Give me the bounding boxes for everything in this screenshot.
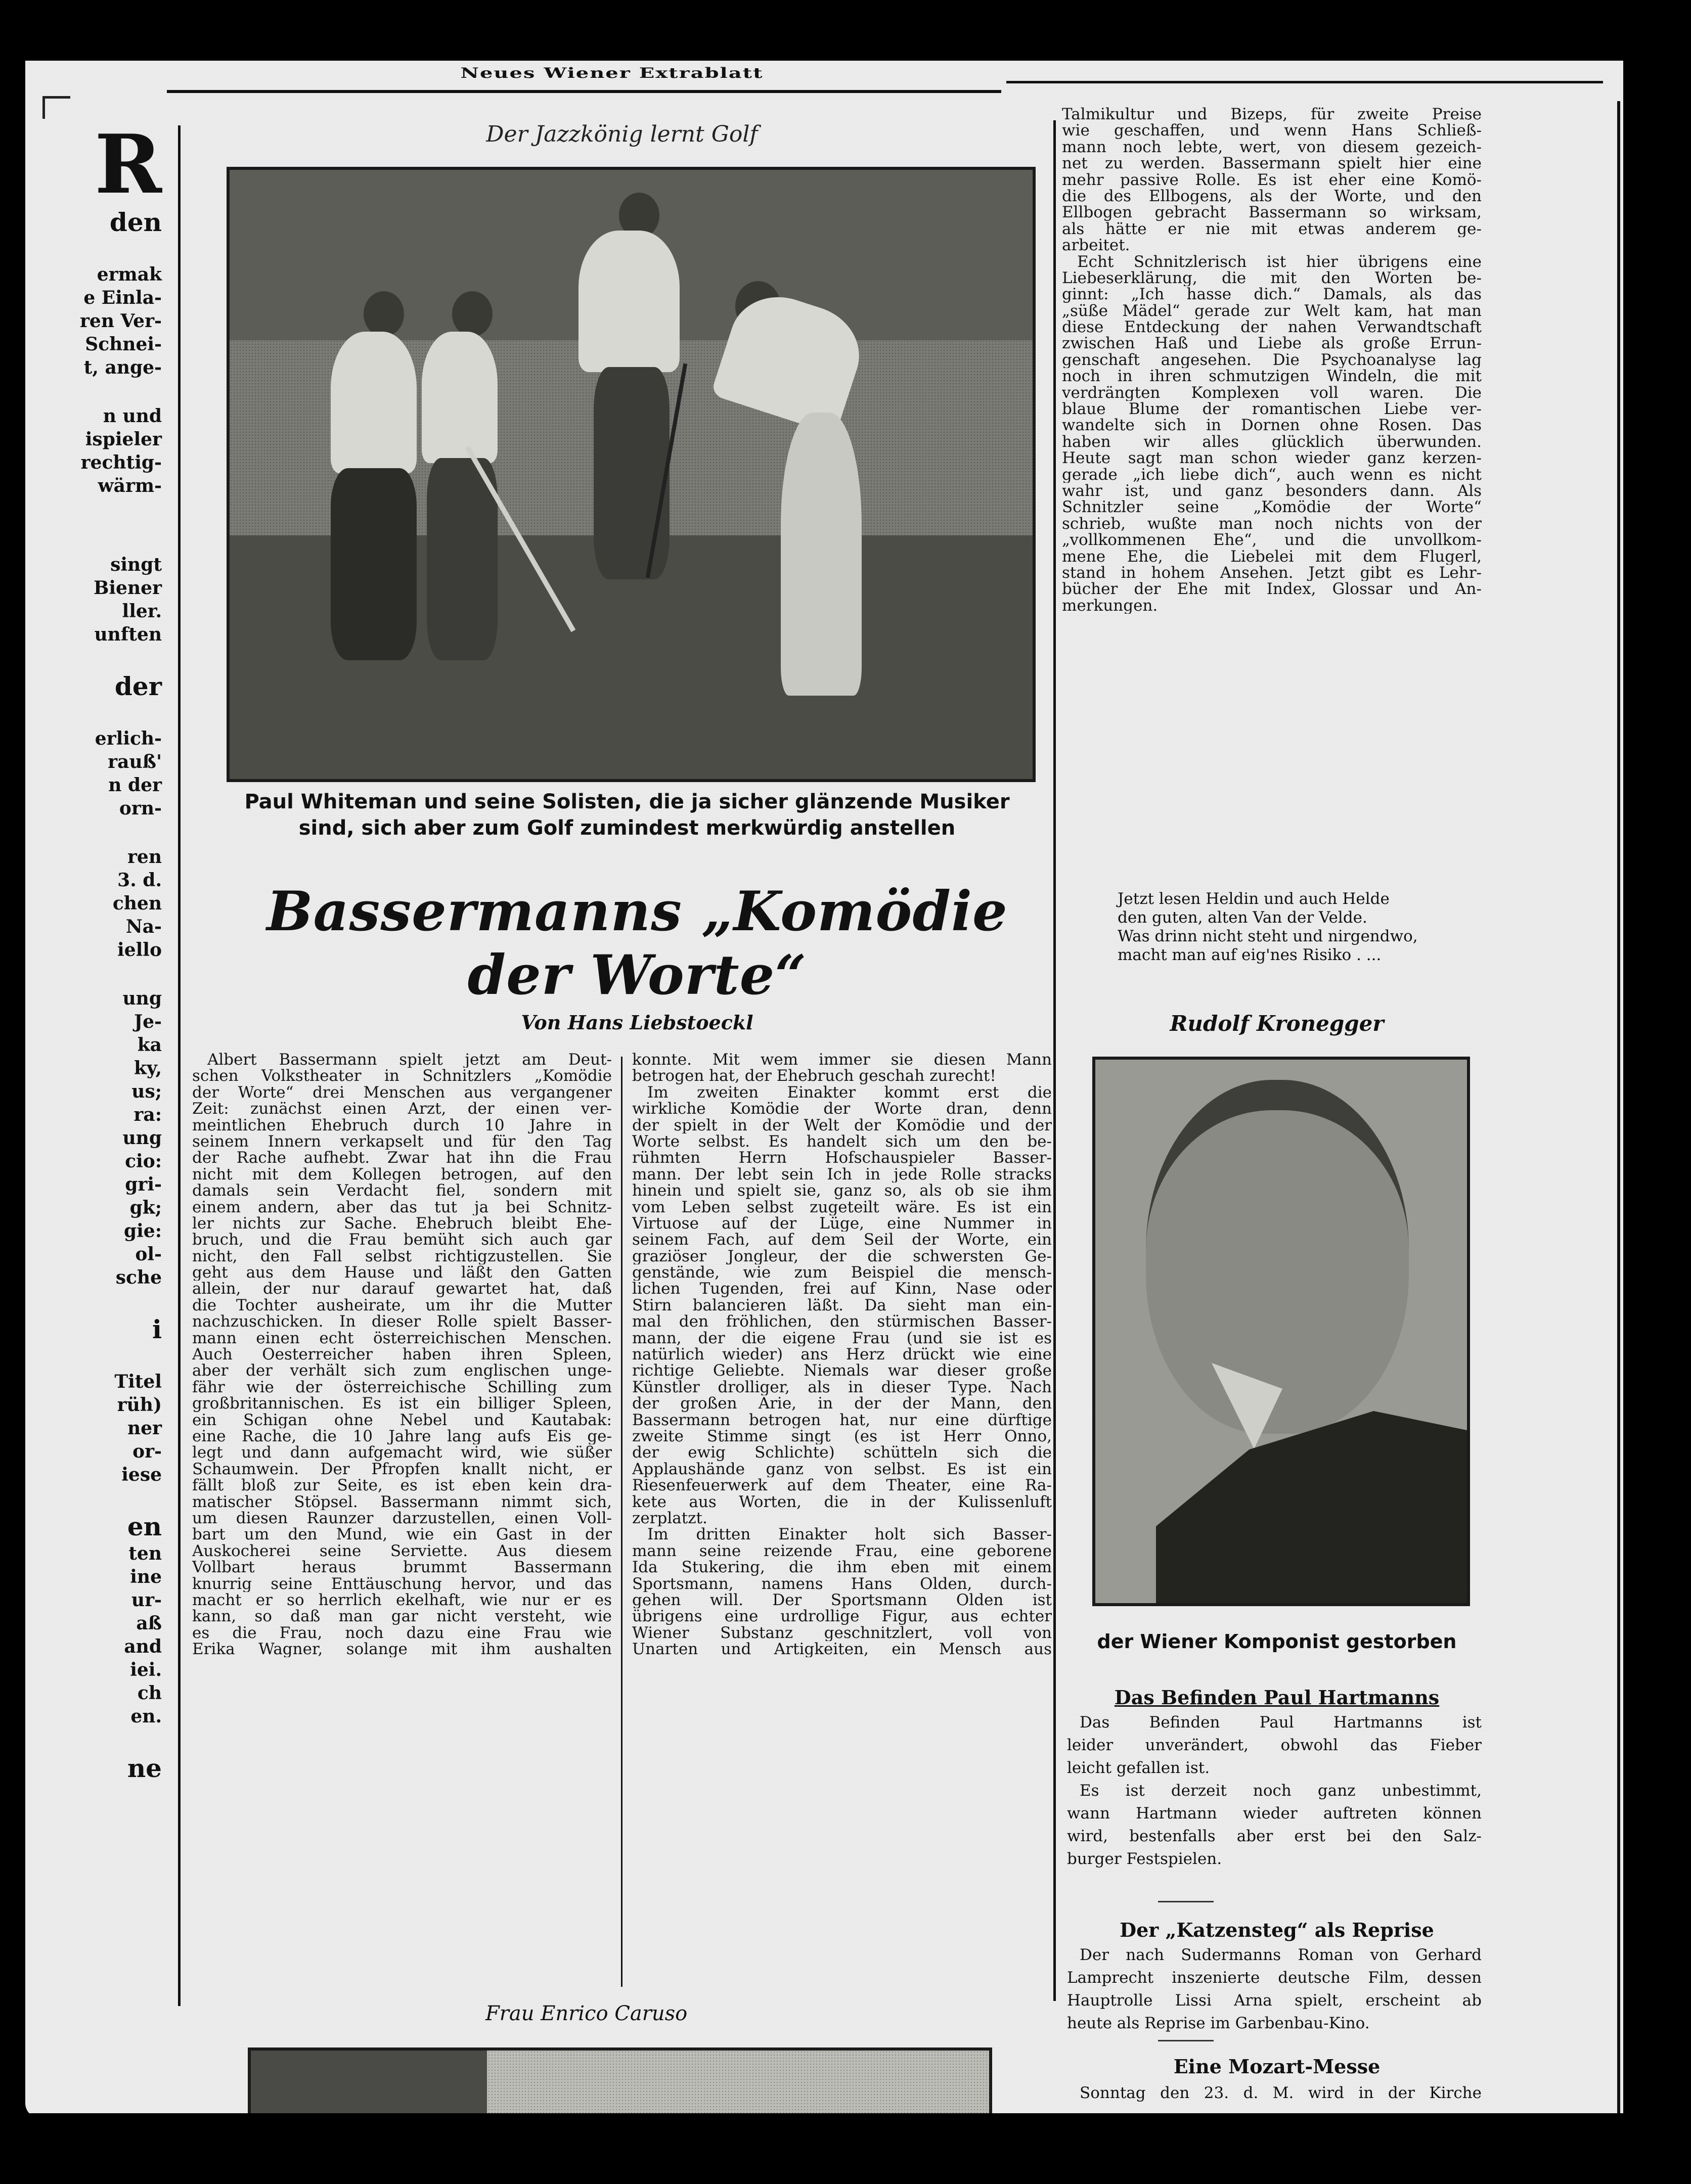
article-line: die Tochter ausheirate, um ihr die Mutter xyxy=(192,1297,612,1314)
article-line: genstände, wie zum Beispiel die mensch- xyxy=(632,1264,1052,1281)
strip-text: rechtig- xyxy=(80,452,162,473)
strip-text: or- xyxy=(132,1441,162,1462)
poem-line: Was drinn nicht steht und nirgendwo, xyxy=(1118,927,1418,945)
headline-line: der Worte“ xyxy=(467,943,807,1007)
article-line: wirkliche Komödie der Worte dran, denn xyxy=(632,1101,1052,1117)
strip-text: chen xyxy=(112,893,162,914)
article-line: mehr passive Rolle. Es ist eher eine Komö- xyxy=(1062,171,1482,188)
strip-text: aß xyxy=(136,1613,162,1634)
article-line: kete aus Worten, die in der Kulissenluft xyxy=(632,1493,1052,1510)
article-line: mann. Der lebt sein Ich in jede Rolle stracks xyxy=(632,1166,1052,1183)
strip-text: erlich- xyxy=(95,728,162,749)
article-line: nicht mit dem Kollegen betrogen, auf den xyxy=(192,1166,612,1183)
strip-text: den xyxy=(109,207,162,237)
article-line: kann, so daß man gar nicht versteht, wie xyxy=(192,1608,612,1625)
strip-text: ispieler xyxy=(85,429,162,450)
article-line: um diesen Raunzer darzustellen, einen Voll- xyxy=(192,1510,612,1527)
article-line: merkungen. xyxy=(1062,597,1158,614)
article-line: einem andern, aber das tut ja bei Schnitz- xyxy=(192,1199,612,1215)
article-line: fähr wie der österreichische Schilling zum xyxy=(192,1379,612,1396)
article-line: Sportsmann, namens Hans Olden, durch- xyxy=(632,1575,1052,1592)
news-line: Es ist derzeit noch ganz unbestimmt, xyxy=(1080,1782,1482,1800)
article-line: stand in hohem Ansehen. Jetzt gibt es Lehr- xyxy=(1062,564,1482,581)
strip-text: cio: xyxy=(125,1151,162,1172)
article-line: Worte selbst. Es handelt sich um den be- xyxy=(632,1133,1052,1150)
article-line: bücher der Ehe mit Index, Glossar und An- xyxy=(1062,581,1482,598)
poem-line: macht man auf eig'nes Risiko . ... xyxy=(1118,946,1382,964)
article-line: die des Ellbogens, als der Worte, und den xyxy=(1062,188,1482,205)
article-line: gehen will. Der Sportsmann Olden ist xyxy=(632,1591,1052,1609)
article-line: mal den fröhlichen, den stürmischen Basser- xyxy=(632,1313,1052,1330)
strip-text: ra: xyxy=(134,1104,162,1125)
strip-text: iei. xyxy=(130,1659,162,1680)
strip-text: en. xyxy=(130,1706,162,1727)
article-line: graziöser Jongleur, der die schwersten Ge- xyxy=(632,1248,1052,1265)
strip-text: ermak xyxy=(97,264,162,285)
strip-heading: der xyxy=(114,671,162,701)
article-line: zerplatzt. xyxy=(632,1510,707,1527)
article-line: meintlichen Ehebruch durch 10 Jahre in xyxy=(192,1117,612,1133)
strip-heading: en xyxy=(127,1512,162,1541)
article-line: Talmikultur und Bizeps, für zweite Preise xyxy=(1062,106,1482,123)
news-line: Lamprecht inszenierte deutsche Film, dessen xyxy=(1067,1969,1482,1987)
article-line: Künstler drolliger, als in dieser Type. Nach xyxy=(632,1379,1052,1396)
article-line: der großen Arie, in der der Mann, den xyxy=(632,1395,1052,1412)
golf-photo xyxy=(227,167,1036,782)
news-line: wird, bestenfalls aber erst bei den Salz- xyxy=(1067,1827,1482,1845)
mozart-body xyxy=(1067,2082,1482,2105)
article-line: geht aus dem Hause und läßt den Gatten xyxy=(192,1264,612,1281)
article-line: schrieb, wußte man noch nichts von der xyxy=(1062,515,1482,532)
article-line: Im zweiten Einakter kommt erst die xyxy=(647,1084,1052,1101)
news-line: Hauptrolle Lissi Arna spielt, erscheint ab xyxy=(1067,1991,1482,2010)
article-line: Schnitzler seine „Komödie der Worte“ xyxy=(1062,499,1482,516)
article-line: Erika Wagner, solange mit ihm aushalten xyxy=(192,1641,612,1658)
article-line: seinem Fach, auf dem Seil der Worte, ein xyxy=(632,1232,1052,1248)
section-divider xyxy=(1158,2040,1214,2041)
article-line: genschaft angesehen. Die Psychoanalyse lag xyxy=(1062,351,1482,369)
column-divider-article xyxy=(621,1057,622,1987)
strip-text: orn- xyxy=(119,798,162,819)
article-line: richtige Geliebte. Niemals war dieser große xyxy=(632,1362,1052,1379)
article-headline xyxy=(212,880,1062,1007)
article-line: eine Rache, die 10 Jahre lang aufs Eis ge- xyxy=(192,1428,612,1445)
article-line: Auskocherei seine Serviette. Aus diesem xyxy=(192,1542,612,1560)
article-line: vom Leben selbst zugeteilt wäre. Es ist ein xyxy=(632,1199,1052,1215)
strip-text: unften xyxy=(94,624,162,645)
section-divider xyxy=(1158,1901,1214,1902)
article-line: zwischen Haß und Liebe als große Errun- xyxy=(1062,335,1482,352)
article-line: legt und dann aufgemacht wird, wie süßer xyxy=(192,1444,612,1461)
strip-text: ine xyxy=(130,1566,162,1587)
article-line: zweite Stimme singt (es ist Herr Onno, xyxy=(632,1428,1052,1445)
strip-text: e Einla- xyxy=(83,287,162,308)
news-line: leider unverändert, obwohl das Fieber xyxy=(1067,1736,1482,1754)
strip-text: us; xyxy=(131,1081,162,1102)
article-line: Albert Bassermann spielt jetzt am Deut- xyxy=(207,1052,612,1068)
article-line: Auch Oesterreicher haben ihren Spleen, xyxy=(192,1346,612,1363)
strip-text: t, ange- xyxy=(83,357,162,378)
mozart-headline: Eine Mozart-Messe xyxy=(1173,2055,1381,2078)
portrait-photo xyxy=(1092,1057,1470,1606)
strip-text: Na- xyxy=(125,916,162,937)
headline-line: Bassermanns „Komödie xyxy=(266,880,1008,943)
article-line: rühmten Herrn Hofschauspieler Basser- xyxy=(632,1150,1052,1166)
news-line: heute als Reprise im Garbenbau-Kino. xyxy=(1067,2014,1370,2032)
article-line: bruch, und die Frau bemüht sich auch gar xyxy=(192,1232,612,1248)
article-line: mene Ehe, die Liebelei mit dem Flugerl, xyxy=(1062,548,1482,565)
katzensteg-body xyxy=(1067,1944,1482,2035)
news-line: wann Hartmann wieder auftreten können xyxy=(1067,1804,1482,1823)
strip-text: Je- xyxy=(134,1011,162,1032)
strip-text: ung xyxy=(122,1127,162,1149)
page-edge-right xyxy=(1617,101,1620,2113)
article-line: mann, der die eigene Frau (und sie ist es xyxy=(632,1330,1052,1347)
top-rule xyxy=(167,90,1001,93)
article-line: Wiener Substanz geschnitzlert, voll von xyxy=(632,1624,1052,1642)
column-divider-left xyxy=(178,125,181,2006)
article-line: wahr ist, und ganz besonders dann. Als xyxy=(1062,482,1482,499)
article-line: Virtuose auf der Lüge, eine Nummer in xyxy=(632,1215,1052,1232)
article-line: wandelte sich in Dornen ohne Rosen. Das xyxy=(1062,417,1482,434)
strip-text: ung xyxy=(122,988,162,1009)
golf-photo-title: Der Jazzkönig lernt Golf xyxy=(486,121,758,147)
article-line: ginnt: „Ich hasse dich.“ Damals, als das xyxy=(1062,286,1482,303)
strip-text: ner xyxy=(127,1418,162,1439)
strip-text: gie: xyxy=(123,1220,162,1242)
article-line: fällt bloß zur Seite, es ist eben kein dra- xyxy=(192,1477,612,1494)
strip-text: ol- xyxy=(135,1244,162,1265)
article-line: großbritannischen. Es ist ein billiger Spleen, xyxy=(192,1395,612,1412)
poem xyxy=(1118,890,1502,965)
strip-text: ky, xyxy=(134,1058,162,1079)
article-line: nicht, den Fall selbst richtigzustellen. Sie xyxy=(192,1248,612,1265)
news-line: burger Festspielen. xyxy=(1067,1850,1222,1868)
article-line: arbeitet. xyxy=(1062,237,1130,254)
article-line: net zu werden. Bassermann spielt hier eine xyxy=(1062,155,1482,172)
article-line: der spielt in der Welt der Komödie und der xyxy=(632,1117,1052,1133)
article-line: Liebeserklärung, die mit den Worten be- xyxy=(1062,269,1482,287)
article-line: bart um den Mund, wie ein Gast in der xyxy=(192,1526,612,1543)
article-line: der Rache aufhebt. Zwar hat ihn die Frau xyxy=(192,1150,612,1166)
article-line: hinein und spielt sie, ganz so, als ob sie ihm xyxy=(632,1182,1052,1199)
portrait-caption: der Wiener Komponist gestorben xyxy=(1097,1630,1457,1653)
article-line: Zeit: zunächst einen Arzt, der einen ver- xyxy=(192,1101,612,1117)
strip-text: 3. d. xyxy=(117,870,162,891)
left-strip-fragments xyxy=(76,117,162,1784)
article-line: betrogen hat, der Ehebruch geschah zurecht! xyxy=(632,1068,996,1084)
article-line: übrigens eine urdrollige Figur, aus echter xyxy=(632,1608,1052,1625)
article-line: damals sein Verdacht fiel, sondern mit xyxy=(192,1182,612,1199)
article-line: Riesenfeuerwerk auf dem Theater, eine Ra- xyxy=(632,1477,1052,1494)
strip-text: n der xyxy=(108,775,162,796)
article-line: diese Entdeckung der nahen Verwandtschaft xyxy=(1062,319,1482,336)
strip-text: iese xyxy=(121,1464,162,1485)
caption-line: Paul Whiteman und seine Solisten, die ja sicher glänzende Musiker xyxy=(244,790,1010,813)
article-line: haben wir alles glücklich überwunden. xyxy=(1062,433,1482,450)
article-line: Im dritten Einakter holt sich Basser- xyxy=(647,1526,1052,1543)
strip-text: rauß' xyxy=(108,751,162,772)
caruso-photo xyxy=(248,2048,992,2116)
caption-line: sind, sich aber zum Golf zumindest merkwürdig anstellen xyxy=(298,816,956,840)
article-line: Applaushände ganz von selbst. Es ist ein xyxy=(632,1461,1052,1478)
masthead: Neues Wiener Extrablatt xyxy=(460,65,764,81)
article-line: Vollbart heraus brummt Bassermann xyxy=(192,1559,612,1576)
article-line: macht er so herrlich ekelhaft, wie nur er es xyxy=(192,1591,612,1609)
article-line: der Worte“ drei Menschen aus vergangener xyxy=(192,1084,612,1101)
article-line: Ida Stukering, die ihm eben mit einem xyxy=(632,1559,1052,1576)
strip-text: Titel xyxy=(114,1371,162,1392)
strip-text: Schnei- xyxy=(85,334,162,355)
news-line: leicht gefallen ist. xyxy=(1067,1759,1210,1777)
news-line: Der nach Sudermanns Roman von Gerhard xyxy=(1080,1946,1482,1964)
news-line: Das Befinden Paul Hartmanns ist xyxy=(1080,1713,1482,1732)
strip-text: ur- xyxy=(131,1589,162,1611)
article-line: als hätte er nie mit etwas anderem ge- xyxy=(1062,220,1482,238)
hartmann-body xyxy=(1067,1711,1482,1871)
article-line: blaue Blume der romantischen Liebe ver- xyxy=(1062,401,1482,418)
article-line: mann einen echt österreichischen Menschen. xyxy=(192,1330,612,1347)
caruso-title: Frau Enrico Caruso xyxy=(485,2002,688,2025)
strip-text: ren Ver- xyxy=(79,310,162,332)
strip-text: ch xyxy=(137,1682,162,1704)
strip-text: gri- xyxy=(125,1174,162,1195)
article-line: natürlich wieder) ans Herz drückt wie eine xyxy=(632,1346,1052,1363)
strip-text: ren xyxy=(127,846,162,868)
strip-text: iello xyxy=(117,939,162,961)
strip-text: and xyxy=(124,1636,162,1657)
strip-text: gk; xyxy=(129,1197,162,1218)
article-line: ler nichts zur Sache. Ehebruch bleibt Ehe- xyxy=(192,1215,612,1232)
strip-text: ller. xyxy=(122,601,162,622)
article-line: noch in ihren schmutzigen Windeln, die mit xyxy=(1062,368,1482,385)
strip-text: n und xyxy=(103,405,162,427)
crop-mark xyxy=(42,96,70,119)
byline: Von Hans Liebstoeckl xyxy=(521,1011,753,1034)
article-column-1 xyxy=(192,1052,612,1657)
strip-text: sche xyxy=(115,1267,162,1288)
article-line: aber der verhält sich zum englischen unge- xyxy=(192,1362,612,1379)
hartmann-headline: Das Befinden Paul Hartmanns xyxy=(1114,1686,1440,1709)
drop-letter: R xyxy=(95,117,162,212)
article-line: Ellbogen gebracht Bassermann so wirksam, xyxy=(1062,204,1482,221)
article-line: Unarten und Artigkeiten, ein Mensch aus xyxy=(632,1641,1052,1658)
top-rule-right xyxy=(1006,81,1603,83)
portrait-title: Rudolf Kronegger xyxy=(1170,1011,1384,1036)
article-line: mann noch lebte, wert, von diesem gezeich- xyxy=(1062,139,1482,156)
article-line: „süße Mädel“ gerade zur Welt kam, hat man xyxy=(1062,302,1482,320)
article-line: Heute sagt man schon wieder ganz kerzen- xyxy=(1062,450,1482,467)
strip-text: singt xyxy=(110,554,162,575)
news-line: Sonntag den 23. d. M. wird in der Kirche xyxy=(1080,2084,1482,2102)
column-divider-main xyxy=(1053,120,1056,2001)
article-line: matischer Stöpsel. Bassermann nimmt sich, xyxy=(192,1493,612,1510)
article-line: verdrängten Komplexen voll waren. Die xyxy=(1062,384,1482,401)
strip-text: wärm- xyxy=(98,475,162,496)
scan-border-bottom xyxy=(0,2113,1691,2184)
article-line: der ewig Schlichte) schütteln sich die xyxy=(632,1444,1052,1461)
golf-photo-caption xyxy=(202,789,1052,841)
strip-heading: ne xyxy=(127,1753,162,1783)
article-line: Echt Schnitzlerisch ist hier übrigens eine xyxy=(1077,253,1482,270)
article-line: allein, der nur darauf gewartet hat, daß xyxy=(192,1281,612,1297)
article-line: knurrig seine Enttäuschung hervor, und das xyxy=(192,1575,612,1592)
article-line: „vollkommenen Ehe“, und die unvollkom- xyxy=(1062,532,1482,549)
poem-line: Jetzt lesen Heldin und auch Helde xyxy=(1118,890,1390,908)
article-line: Bassermann betrogen hat, nur eine dürftige xyxy=(632,1412,1052,1428)
strip-text: ten xyxy=(128,1543,162,1564)
strip-text: Biener xyxy=(93,577,162,599)
article-line: nachzuschicken. In dieser Rolle spielt Basser- xyxy=(192,1313,612,1330)
article-line: wie geschaffen, und wenn Hans Schließ- xyxy=(1062,122,1482,139)
article-column-2 xyxy=(632,1052,1052,1657)
strip-text: ka xyxy=(137,1034,162,1056)
article-column-3 xyxy=(1062,106,1482,614)
article-line: gerade „ich liebe dich“, auch wenn es nicht xyxy=(1062,466,1482,483)
article-line: seinem Innern verkapselt und für den Tag xyxy=(192,1133,612,1150)
article-line: mann seine reizende Frau, eine geborene xyxy=(632,1542,1052,1560)
strip-heading: i xyxy=(152,1314,162,1344)
article-line: lichen Tugenden, frei auf Kinn, Nase oder xyxy=(632,1281,1052,1297)
strip-text: rüh) xyxy=(117,1394,162,1416)
article-line: schen Volkstheater in Schnitzlers „Komödie xyxy=(192,1068,612,1084)
article-line: es die Frau, noch dazu eine Frau wie xyxy=(192,1624,612,1642)
katzensteg-headline: Der „Katzensteg“ als Reprise xyxy=(1120,1919,1434,1941)
article-line: Schaumwein. Der Pfropfen knallt nicht, er xyxy=(192,1461,612,1478)
article-line: konnte. Mit wem immer sie diesen Mann xyxy=(632,1052,1052,1068)
article-line: Stirn balancieren läßt. Da sieht man ein- xyxy=(632,1297,1052,1314)
poem-line: den guten, alten Van der Velde. xyxy=(1118,908,1367,927)
article-line: ein Schigan ohne Nebel und Kautabak: xyxy=(192,1412,612,1428)
